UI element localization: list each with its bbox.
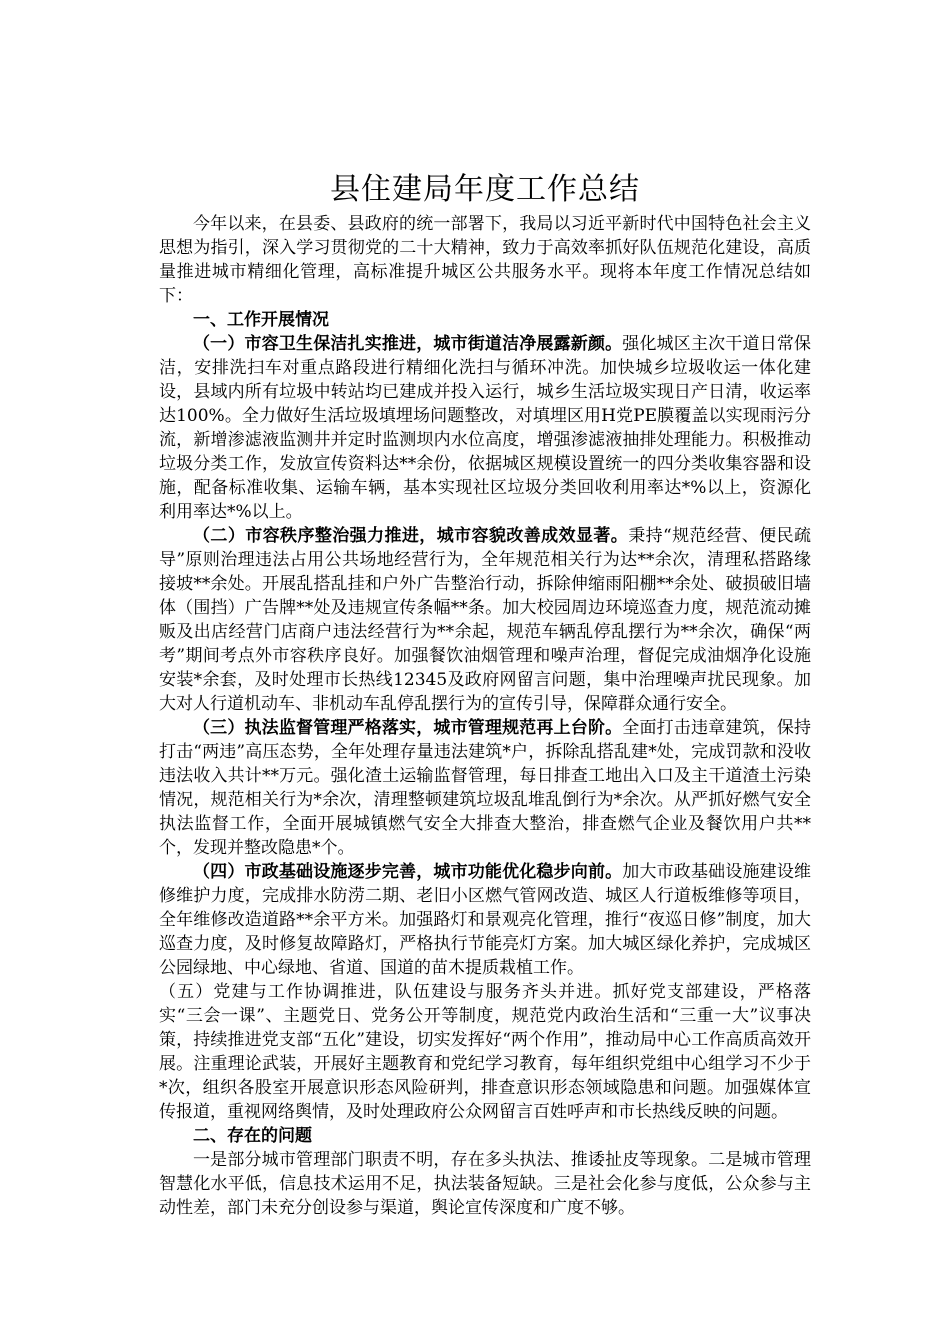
work-item-4-text: 加大市政基础设施建设维修维护力度，完成排水防涝二期、老旧小区燃气管网改造、城区人行道板维修等项目，全年维修改造道路**余平方米。加强路灯和景观亮化管理，推行“夜巡日修”制度，加大巡查力度，及时修复故障路灯，严格执行节能亮灯方案。加大城区绿化养护，完成城区公园绿地、中心绿地、省道、国道的苗木提质栽植工作。 [159,862,812,978]
work-item-3-lead: （三）执法监督管理严格落实，城市管理规范再上台阶。 [193,718,623,738]
work-item-4 [159,860,811,980]
problems-paragraph: 一是部分城市管理部门职责不明，存在多头执法、推诿扯皮等现象。二是城市管理智慧化水平低，信息技术运用不足，执法装备短缺。三是社会化参与度低，公众参与主动性差，部门未充分创设参与渠道，舆论宣传深度和广度不够。 [159,1150,811,1218]
work-item-1 [159,332,811,524]
work-item-3-text: 全面打击违章建筑，保持打击“两违”高压态势，全年处理存量违法建筑*户，拆除乱搭乱建*处，完成罚款和没收违法收入共计**万元。强化渣土运输监督管理，每日排查工地出入口及主干道渣土污染情况，规范相关行为*余次，清理整顿建筑垃圾乱堆乱倒行为*余次。从严抓好燃气安全执法监督工作，全面开展城镇燃气安全大排查大整治，排查燃气企业及餐饮用户共**个，发现并整改隐患*个。 [159,718,812,858]
document-title: 县住建局年度工作总结 [330,172,640,207]
work-item-2-lead: （二）市容秩序整治强力推进，城市容貌改善成效显著。 [193,526,629,546]
work-item-4-lead: （四）市政基础设施逐步完善，城市功能优化稳步向前。 [193,862,623,882]
work-item-2-text: 秉持“规范经营、便民疏导”原则治理违法占用公共场地经营行为，全年规范相关行为达**余次，清理私搭路缘接坡**余处。开展乱搭乱挂和户外广告整治行动，拆除伸缩雨阳棚**余处、破损破旧墙体（围挡）广告牌**处及违规宣传条幅**条。加大校园周边环境巡查力度，规范流动摊贩及出店经营门店商户违法经营行为**余起，规范车辆乱停乱摆行为**余次，确保“两考”期间考点外市容秩序良好。加强餐饮油烟管理和噪声治理，督促完成油烟净化设施安装*余套，及时处理市长热线12345及政府网留言问题，集中治理噪声扰民现象。加大对人行道机动车、非机动车乱停乱摆行为的宣传引导，保障群众通行安全。 [159,526,811,714]
work-item-3 [159,716,811,860]
work-item-2 [159,524,811,716]
work-item-1-text: 强化城区主次干道日常保洁，安排洗扫车对重点路段进行精细化洗扫与循环冲洗。加快城乡垃圾收运一体化建设，县域内所有垃圾中转站均已建成并投入运行，城乡生活垃圾实现日产日清，收运率达100%。全力做好生活垃圾填埋场问题整改，对填埋区用H党PE膜覆盖以实现雨污分流，新增渗滤液监测井并定时监测坝内水位高度，增强渗滤液抽排处理能力。积极推动垃圾分类工作，发放宣传资料达**余份，依据城区规模设置统一的四分类收集容器和设施，配备标准收集、运输车辆，基本实现社区垃圾分类回收利用率达*%以上，资源化利用率达*%以上。 [159,334,812,522]
section-heading-problems: 二、存在的问题 [193,1126,312,1146]
work-item-1-lead: （一）市容卫生保洁扎实推进，城市街道洁净展露新颜。 [193,334,623,354]
work-item-5: （五）党建与工作协调推进，队伍建设与服务齐头并进。抓好党支部建设，严格落实“三会一课”、主题党日、党务公开等制度，规范党内政治生活和“三重一大”议事决策，持续推进党支部“五化”建设，切实发挥好“两个作用”，推动局中心工作高质高效开展。注重理论武装，开展好主题教育和党纪学习教育，每年组织党组中心组学习不少于*次，组织各股室开展意识形态风险研判，排查意识形态领域隐患和问题。加强媒体宣传报道，重视网络舆情，及时处理政府公众网留言百姓呼声和市长热线反映的问题。 [159,982,811,1122]
section-heading-work: 一、工作开展情况 [193,310,329,330]
document-page [159,168,811,1220]
intro-paragraph: 今年以来，在县委、县政府的统一部署下，我局以习近平新时代中国特色社会主义思想为指引，深入学习贯彻党的二十大精神，致力于高效率抓好队伍规范化建设，高质量推进城市精细化管理，高标准提升城区公共服务水平。现将本年度工作情况总结如下： [159,214,811,306]
